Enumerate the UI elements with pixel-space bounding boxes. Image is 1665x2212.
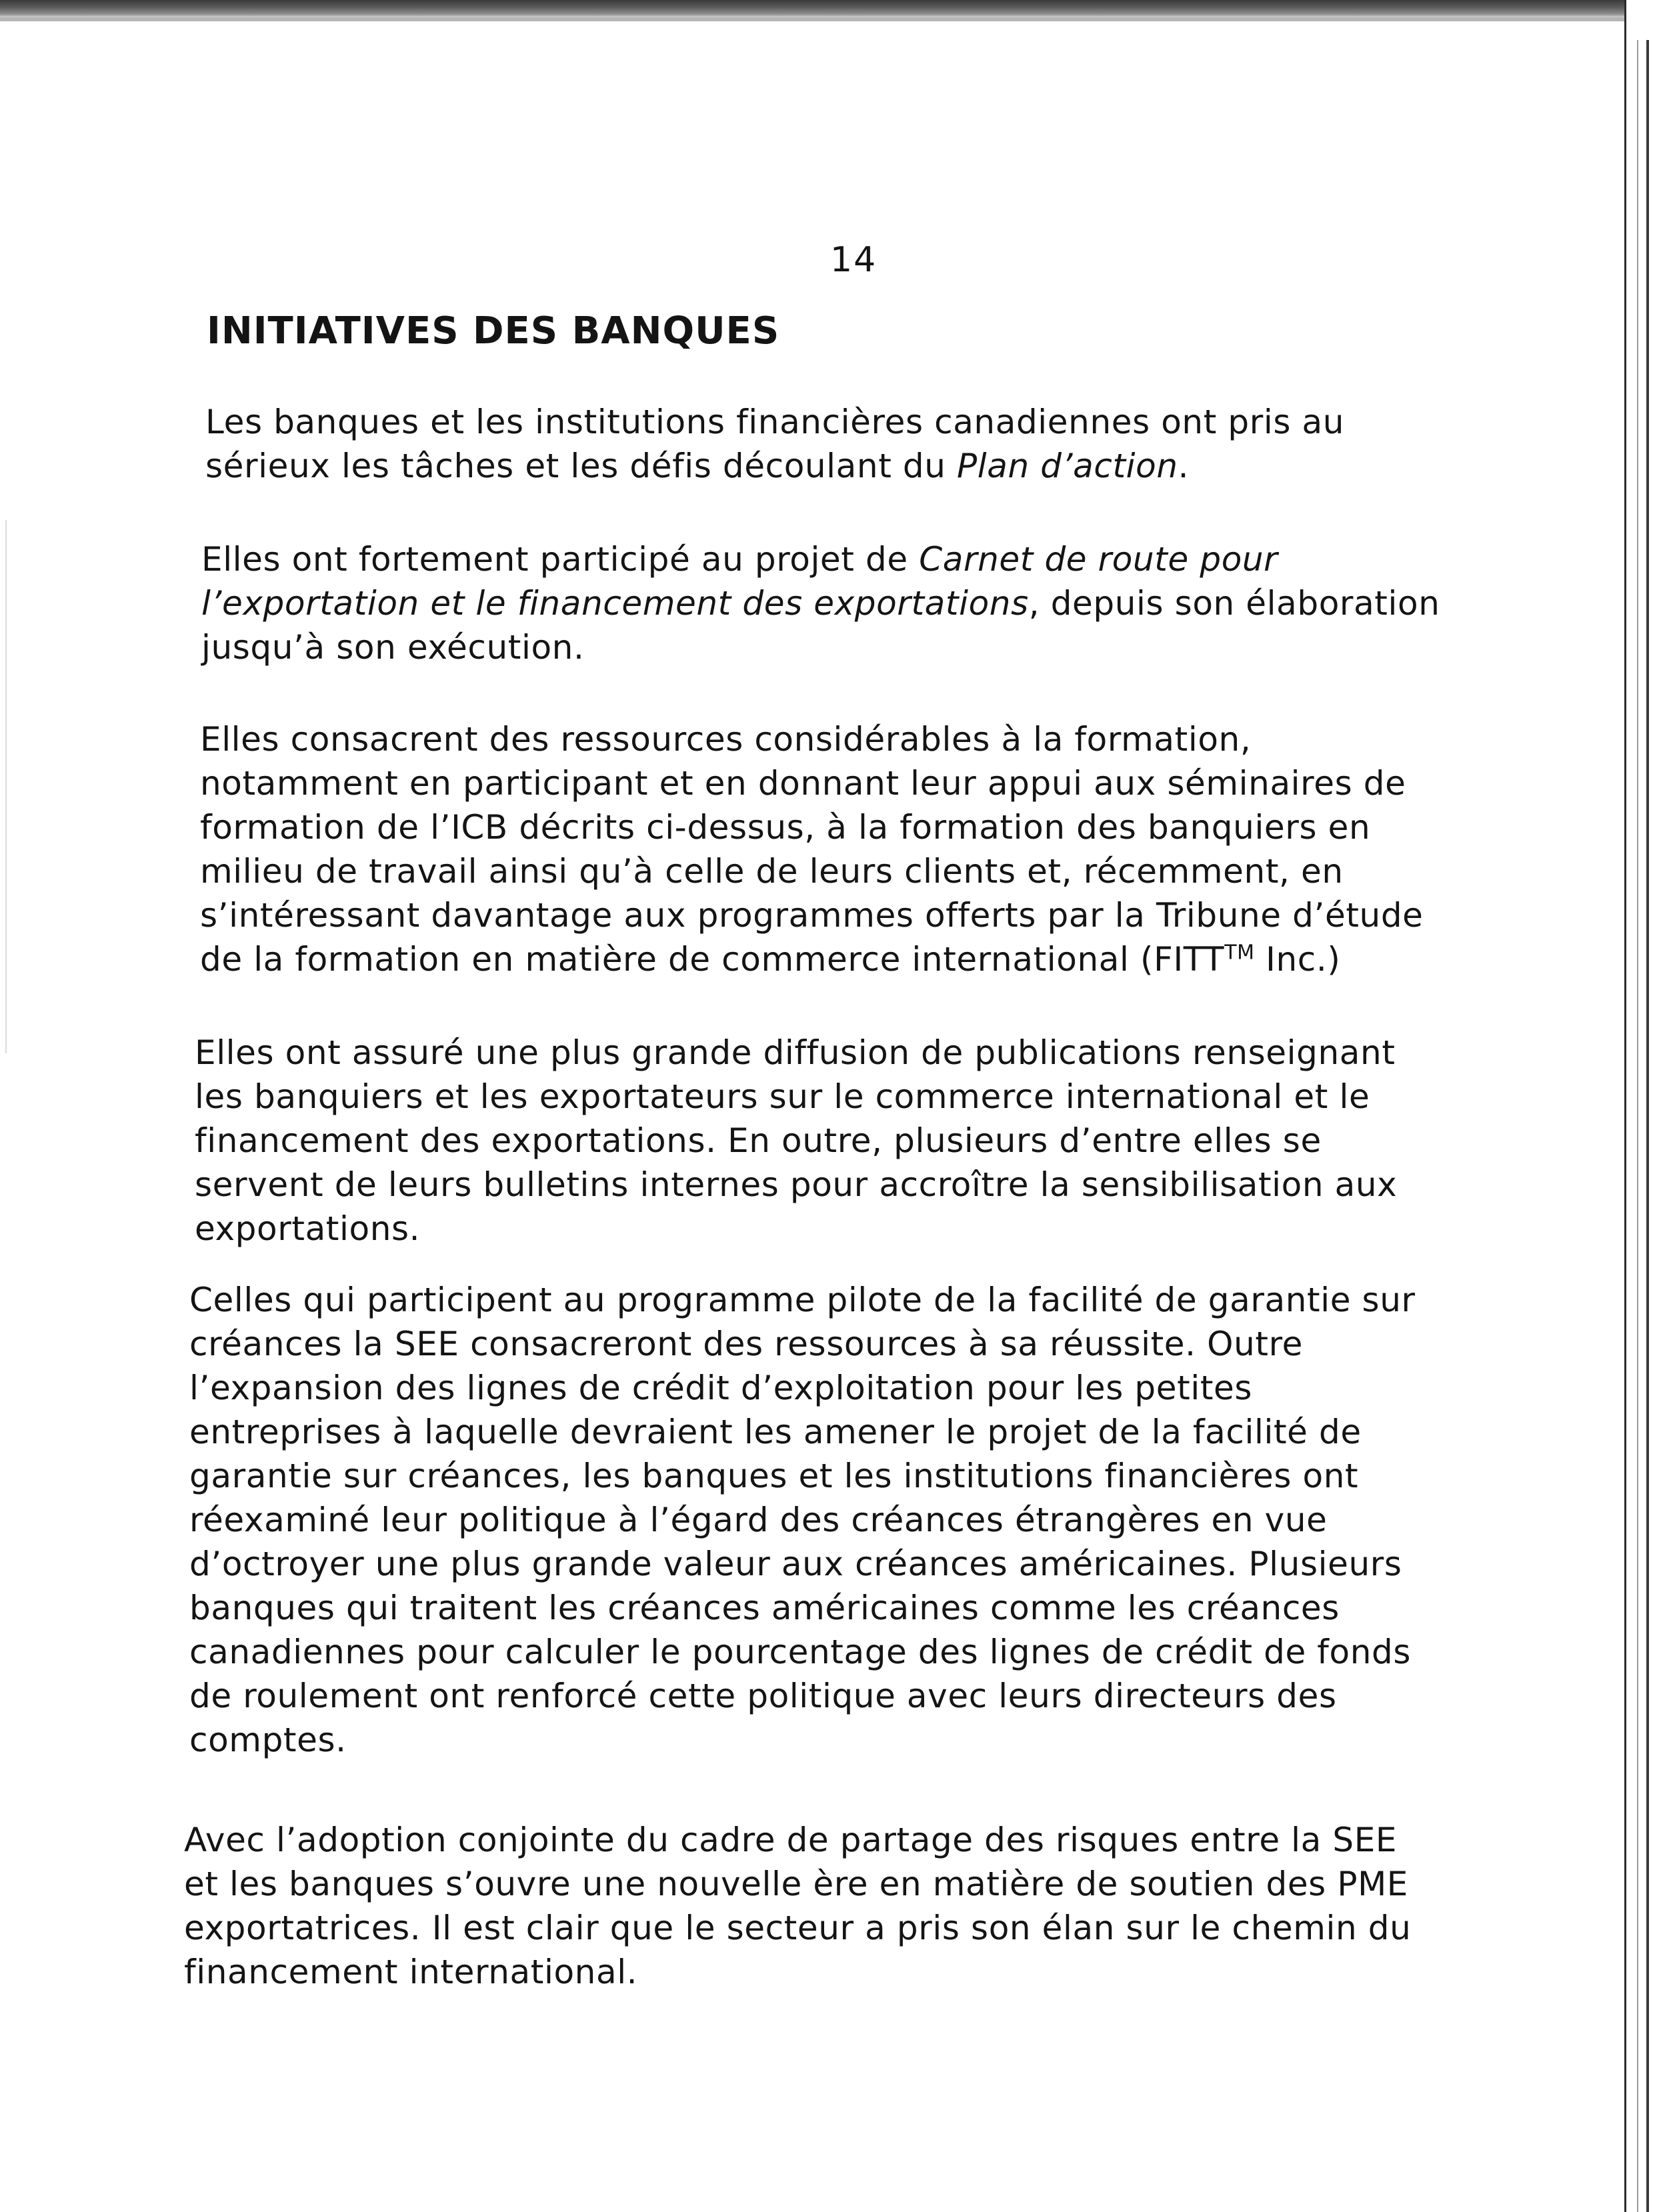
binding-edge-line (1646, 40, 1649, 2212)
text-line: Elles ont assuré une plus grande diffusion de publications renseignant (195, 1033, 1396, 1072)
paragraph-5 (189, 1278, 1496, 1762)
text-line: de roulement ont renforcé cette politique avec leurs directeurs des (189, 1677, 1337, 1715)
text-line: garantie sur créances, les banques et les institutions financières ont (189, 1457, 1359, 1495)
text-line: formation de l’ICB décrits ci-dessus, à la formation des banquiers en (200, 808, 1371, 847)
italic-title: l’exportation et le financement des exportations (201, 584, 1029, 623)
section-heading: INITIATIVES DES BANQUES (207, 309, 780, 353)
text-line: l’expansion des lignes de crédit d’exploitation pour les petites (189, 1369, 1253, 1407)
text-line: créances la SEE consacreront des ressources à sa réussite. Outre (189, 1325, 1304, 1363)
text-line: Elles ont fortement participé au projet de Carnet de route pour (201, 540, 1278, 579)
paragraph-3 (200, 717, 1507, 981)
scan-left-margin-mark (5, 520, 7, 1053)
text-line: Celles qui participent au programme pilote de la facilité de garantie sur (189, 1281, 1416, 1319)
italic-title: Plan d’action (957, 447, 1178, 485)
text-line: les banquiers et les exportateurs sur le commerce international et le (195, 1077, 1370, 1116)
paragraph-6 (184, 1818, 1491, 1994)
text-line: l’exportation et le financement des exportations, depuis son élaboration (201, 584, 1440, 623)
text-line: jusqu’à son exécution. (201, 628, 585, 667)
trademark-superscript: TM (1224, 941, 1255, 965)
italic-title: Carnet de route pour (919, 540, 1278, 579)
scan-top-border (0, 0, 1665, 17)
text-line: sérieux les tâches et les défis découlant du Plan d’action. (205, 447, 1190, 485)
text-line: Avec l’adoption conjointe du cadre de partage des risques entre la SEE (184, 1821, 1398, 1859)
text-line: exportatrices. Il est clair que le secteur a pris son élan sur le chemin du (184, 1909, 1412, 1947)
text-line: exportations. (195, 1209, 421, 1248)
text-line: et les banques s’ouvre une nouvelle ère en matière de soutien des PME (184, 1865, 1409, 1903)
paragraph-2 (201, 537, 1508, 669)
page-number: 14 (830, 240, 878, 280)
scan-top-stripe (0, 17, 1665, 21)
text-line: Les banques et les institutions financières canadiennes ont pris au (205, 403, 1345, 441)
text-line: entreprises à laquelle devraient les amener le projet de la facilité de (189, 1413, 1362, 1451)
text-line: d’octroyer une plus grande valeur aux créances américaines. Plusieurs (189, 1545, 1402, 1583)
binding-edge-shadow (1637, 40, 1638, 2212)
text-line: réexaminé leur politique à l’égard des créances étrangères en vue (189, 1501, 1328, 1539)
text-line: servent de leurs bulletins internes pour accroître la sensibilisation aux (195, 1165, 1398, 1204)
paragraph-4 (195, 1031, 1502, 1251)
text-line: financement international. (184, 1953, 638, 1991)
text-line: notamment en participant et en donnant leur appui aux séminaires de (200, 764, 1406, 803)
text-line: s’intéressant davantage aux programmes offerts par la Tribune d’étude (200, 896, 1424, 935)
text-line: Elles consacrent des ressources considérables à la formation, (200, 720, 1252, 759)
text-line: financement des exportations. En outre, plusieurs d’entre elles se (195, 1121, 1322, 1160)
text-line: banques qui traitent les créances américaines comme les créances (189, 1589, 1340, 1627)
text-line: milieu de travail ainsi qu’à celle de leurs clients et, récemment, en (200, 852, 1344, 891)
text-line: de la formation en matière de commerce international (FITT™ Inc.) (200, 940, 1341, 979)
text-line: canadiennes pour calculer le pourcentage des lignes de crédit de fonds (189, 1633, 1411, 1671)
binding-edge (1624, 0, 1665, 2212)
paragraph-1 (205, 400, 1512, 488)
text-line: comptes. (189, 1721, 347, 1759)
